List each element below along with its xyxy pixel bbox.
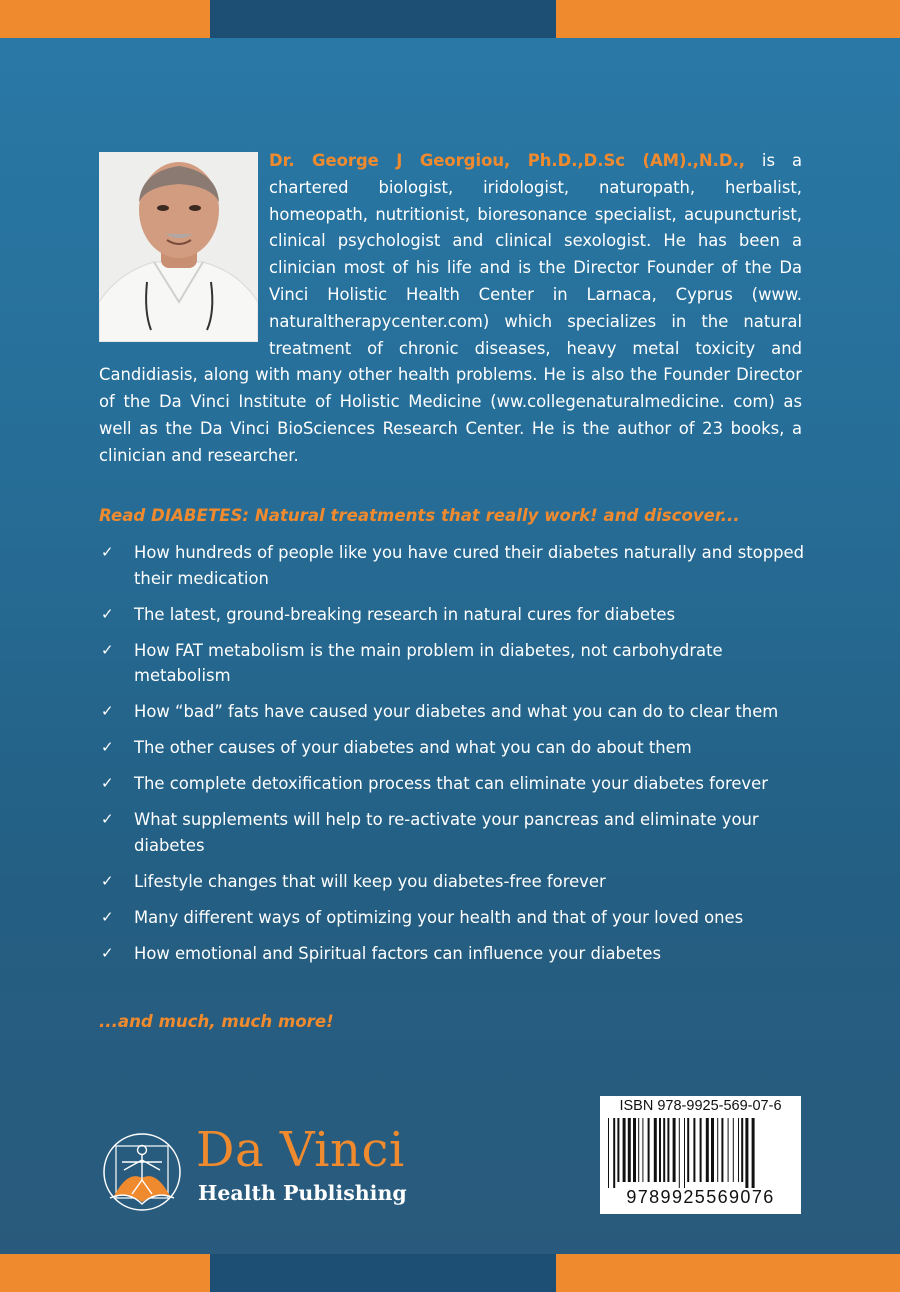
barcode-bar [648,1118,650,1182]
barcode-bar [706,1118,709,1182]
barcode-bar [700,1118,702,1182]
barcode-bar [633,1118,636,1182]
list-item: ✓ How emotional and Spiritual factors can influence your diabetes [99,941,809,967]
barcode-bar [628,1118,631,1182]
checkmark-icon: ✓ [101,640,114,659]
barcode-bar [684,1118,685,1188]
checkmark-icon: ✓ [101,738,114,756]
barcode-bar [711,1118,714,1182]
list-item: ✓ The other causes of your diabetes and what you can do about them [99,735,809,761]
barcode-bar [717,1118,718,1182]
barcode-bar [679,1118,680,1188]
checkmark-icon: ✓ [101,871,114,890]
checkmark-icon: ✓ [101,907,114,926]
checkmark-icon: ✓ [101,774,114,792]
list-item: ✓ How hundreds of people like you have cured their diabetes naturally and stopped their medication [99,540,809,591]
barcode-digits: 9789925569076 [626,1187,775,1207]
barcode-bar [721,1118,723,1182]
vitruvian-book-logo-icon [100,1130,184,1214]
list-item: ✓ Lifestyle changes that will keep you diabetes-free forever [99,869,809,895]
isbn-label: ISBN 978-9925-569-07-6 [619,1098,782,1114]
barcode-bar [687,1118,689,1182]
barcode-bar [608,1118,609,1188]
checkmark-icon: ✓ [101,810,114,828]
list-item: ✓ How FAT metabolism is the main problem in diabetes, not carbohydrate metabolism [99,638,809,689]
barcode-bar [728,1118,729,1182]
barcode-bar [613,1118,615,1188]
barcode-bar [663,1118,665,1182]
barcode-bars [606,1118,795,1188]
barcode-bar [741,1118,743,1182]
barcode-bar [733,1118,734,1182]
top-color-bar [0,0,900,38]
barcode-bar [642,1118,643,1182]
list-item: ✓ Many different ways of optimizing your health and that of your loved ones [99,905,809,931]
barcode-bar [667,1118,669,1182]
list-item: ✓ The complete detoxification process that can eliminate your diabetes forever [99,771,809,797]
barcode-bar [693,1118,695,1182]
closing-tagline: ...and much, much more! [99,1012,334,1031]
publisher-logo [100,1130,184,1214]
barcode-bar [659,1118,661,1182]
author-bio-text: is a chartered biologist, iridologist, naturopath, herbalist, homeopath, nutritionist, bioresonance specialist, acupuncturist, clinical psychologist and clinical sexologist. He has been a clinician most of his life and is the Director Founder of the Da Vinci Holistic Health Center in Larnaca, Cyprus (www. naturaltherapycenter.com) which specializes in the natural treatment of chronic diseases, heavy metal toxicity and Candidiasis, along with many other health problems. He is also the Founder Director of the Da Vinci Institute of Holistic Medicine (ww.collegenaturalmedicine. com) as well as the Da Vinci BioSciences Research Center. He is the author of 23 books, a clinician and researcher. [99,151,802,465]
checkmark-icon: ✓ [101,543,114,561]
lead-in-heading: Read DIABETES: Natural treatments that really work! and discover... [99,506,740,525]
barcode-bar [617,1118,619,1182]
publisher-name: Da Vinci [196,1122,405,1178]
barcode-bar [623,1118,626,1182]
checkmark-icon: ✓ [101,604,114,623]
isbn-barcode [600,1096,801,1214]
checkmark-icon: ✓ [101,702,114,720]
bottom-color-bar [0,1254,900,1292]
author-name: Dr. George J Georgiou, Ph.D.,D.Sc (AM).,N.D., [269,151,745,170]
barcode-bar [654,1118,657,1182]
publisher-subtitle: Health Publishing [198,1181,407,1205]
list-item: ✓ What supplements will help to re-activate your pancreas and eliminate your diabetes [99,807,809,858]
author-bio [99,148,802,470]
list-item: ✓ The latest, ground-breaking research in natural cures for diabetes [99,602,809,628]
barcode-bar [745,1118,748,1188]
barcode-bar [752,1118,755,1188]
list-item: ✓ How “bad” fats have caused your diabetes and what you can do to clear them [99,699,809,725]
benefit-list [99,540,809,977]
barcode-bar [738,1118,739,1182]
barcode-bar [638,1118,639,1182]
checkmark-icon: ✓ [101,943,114,962]
barcode-bar [673,1118,676,1182]
